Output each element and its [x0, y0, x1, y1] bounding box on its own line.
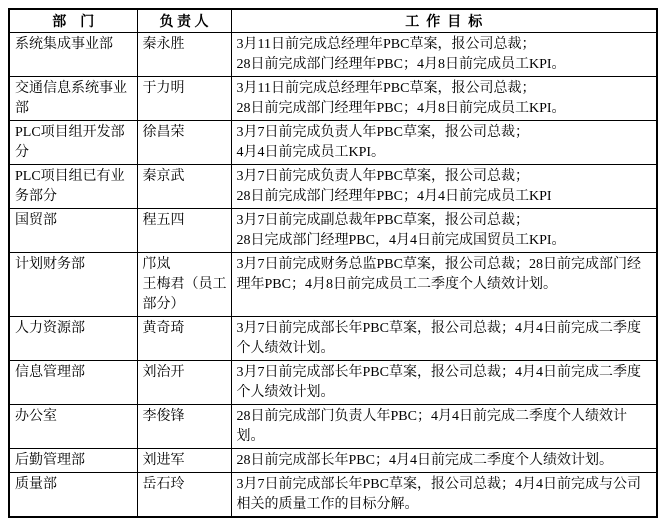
dept-cell: 国贸部 [9, 209, 137, 253]
goal-cell [231, 77, 657, 121]
goal-line: 3月11日前完成总经理年PBC草案，报公司总裁； [236, 81, 536, 96]
goal-line: 28日前完成部门经理年PBC；4月8日前完成员工KPI。 [236, 101, 566, 116]
dept-cell: 人力资源部 [9, 317, 137, 361]
goal-line: 28日前完成部长年PBC；4月4日前完成二季度个人绩效计划。 [236, 453, 613, 468]
header-goal: 工 作 目 标 [231, 9, 657, 33]
goal-line: 28日完成部门经理PBC，4月4日前完成国贸员工KPI。 [236, 233, 566, 248]
table-row [9, 317, 657, 361]
table-row [9, 361, 657, 405]
person-cell [137, 473, 231, 518]
person-cell [137, 165, 231, 209]
person-cell [137, 121, 231, 165]
person-name: 徐昌荣 [142, 125, 185, 140]
goal-cell [231, 121, 657, 165]
goal-line: 3月11日前完成总经理年PBC草案，报公司总裁； [236, 37, 536, 52]
person-cell [137, 449, 231, 473]
goal-cell [231, 405, 657, 449]
table-row [9, 405, 657, 449]
table-row [9, 473, 657, 518]
person-name: 于力明 [142, 81, 185, 96]
table-row [9, 209, 657, 253]
goal-cell [231, 473, 657, 518]
person-cell [137, 361, 231, 405]
header-dept: 部 门 [9, 9, 137, 33]
table-row [9, 165, 657, 209]
goal-cell [231, 253, 657, 317]
person-cell [137, 33, 231, 77]
table-row [9, 77, 657, 121]
dept-cell: 质量部 [9, 473, 137, 518]
person-cell [137, 253, 231, 317]
goal-line: 4月4日前完成员工KPI。 [236, 145, 386, 160]
goal-cell [231, 165, 657, 209]
person-name: 岳石玲 [142, 477, 185, 492]
table-row [9, 33, 657, 77]
dept-cell: PLC项目组已有业务部分 [9, 165, 137, 209]
goal-line: 28日前完成部门经理年PBC；4月8日前完成员工KPI。 [236, 57, 566, 72]
person-cell [137, 405, 231, 449]
goal-cell [231, 449, 657, 473]
goal-line: 28日前完成部门经理年PBC；4月4日前完成员工KPI [236, 189, 552, 204]
goal-line: 3月7日前完成部长年PBC草案，报公司总裁；4月4日前完成与公司相关的质量工作的目标分解。 [236, 477, 641, 512]
goal-line: 3月7日前完成负责人年PBC草案，报公司总裁； [236, 125, 529, 140]
goal-cell [231, 361, 657, 405]
person-name: 秦永胜 [142, 37, 185, 52]
goal-cell [231, 209, 657, 253]
table-row [9, 121, 657, 165]
goal-line: 3月7日前完成财务总监PBC草案，报公司总裁；28日前完成部门经理年PBC；4月8日前完成员工二季度个人绩效计划。 [236, 257, 641, 292]
dept-cell: 办公室 [9, 405, 137, 449]
dept-cell: 信息管理部 [9, 361, 137, 405]
person-cell [137, 209, 231, 253]
person-name: 刘进军 [142, 453, 185, 468]
goal-line: 3月7日前完成副总裁年PBC草案，报公司总裁； [236, 213, 529, 228]
person-name: 刘治开 [142, 365, 185, 380]
header-person: 负 责 人 [137, 9, 231, 33]
goal-line: 3月7日前完成负责人年PBC草案，报公司总裁； [236, 169, 529, 184]
goal-line: 3月7日前完成部长年PBC草案，报公司总裁；4月4日前完成二季度个人绩效计划。 [236, 365, 641, 400]
work-plan-table [8, 8, 658, 518]
goal-cell [231, 317, 657, 361]
header-row [9, 9, 657, 33]
goal-cell [231, 33, 657, 77]
dept-cell: 计划财务部 [9, 253, 137, 317]
table-row [9, 449, 657, 473]
person-name: 李俊锋 [142, 409, 185, 424]
person-name: 秦京武 [142, 169, 185, 184]
goal-line: 3月7日前完成部长年PBC草案，报公司总裁；4月4日前完成二季度个人绩效计划。 [236, 321, 641, 356]
person-name: 黄奇琦 [142, 321, 185, 336]
dept-cell: 系统集成事业部 [9, 33, 137, 77]
person-name: 邝岚 [142, 257, 171, 272]
person-cell [137, 77, 231, 121]
goal-line: 28日前完成部门负责人年PBC；4月4日前完成二季度个人绩效计划。 [236, 409, 627, 444]
dept-cell: PLC项目组开发部分 [9, 121, 137, 165]
dept-cell: 交通信息系统事业部 [9, 77, 137, 121]
person-name: 程五四 [142, 213, 185, 228]
dept-cell: 后勤管理部 [9, 449, 137, 473]
person-cell [137, 317, 231, 361]
person-name: 王梅君（员工部分） [142, 277, 227, 312]
table-row [9, 253, 657, 317]
